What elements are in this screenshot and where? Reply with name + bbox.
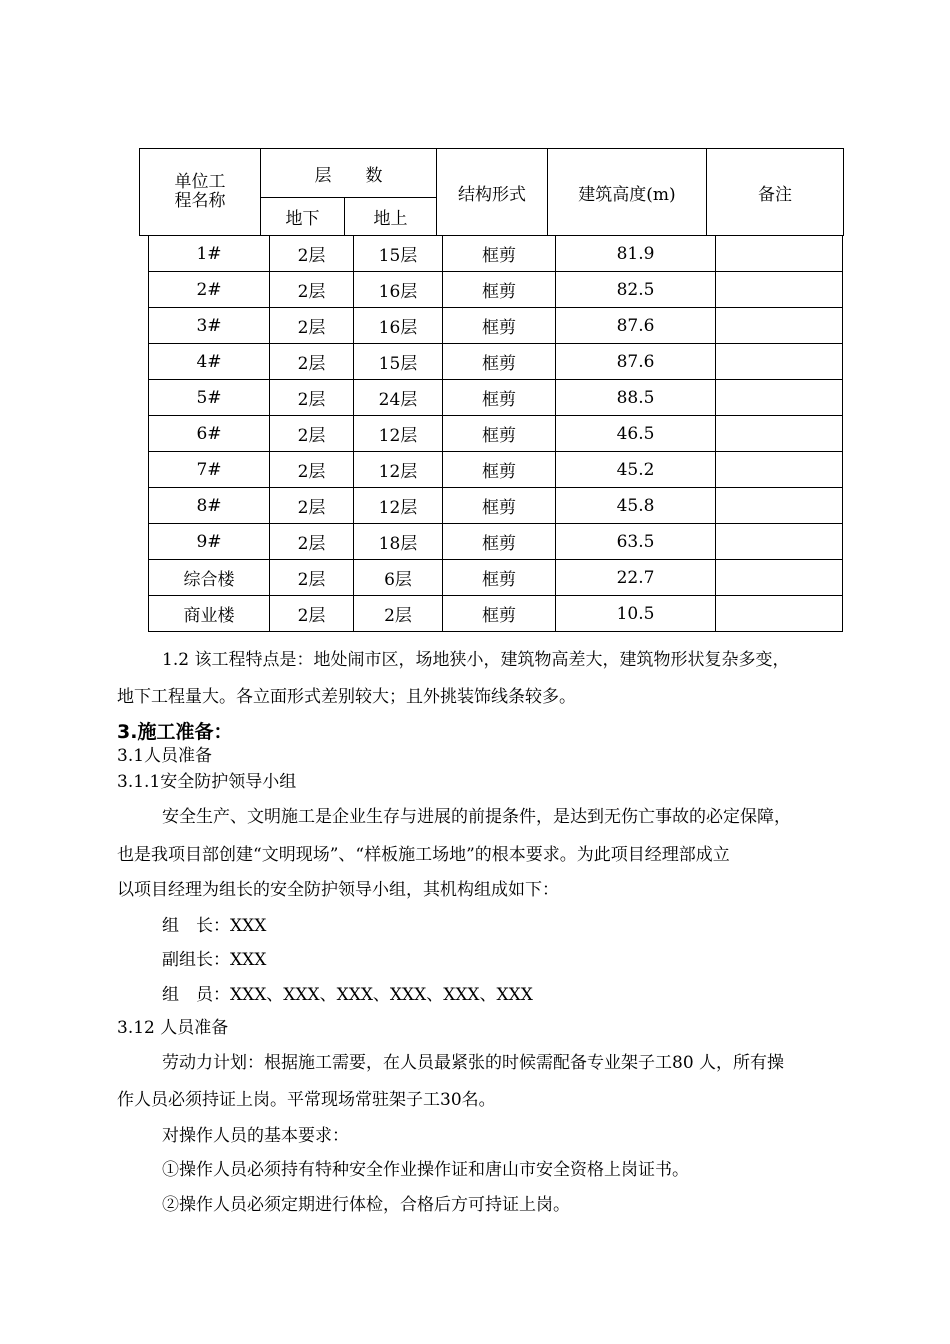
cell-structure: 框剪 — [443, 596, 556, 632]
cell-unit-name: 8# — [149, 488, 270, 524]
cell-aboveground: 12层 — [354, 452, 443, 488]
cell-unit-name: 2# — [149, 272, 270, 308]
requirement-2: ②操作人员必须定期进行体检，合格后方可持证上岗。 — [162, 1195, 570, 1215]
cell-underground: 2层 — [270, 380, 354, 416]
para1-line2: 也是我项目部创建“文明现场”、“样板施工场地”的根本要求。为此项目经理部成立 — [117, 845, 730, 865]
cell-height: 87.6 — [556, 308, 716, 344]
cell-height: 45.2 — [556, 452, 716, 488]
cell-structure: 框剪 — [443, 524, 556, 560]
table-row — [149, 488, 843, 524]
table-row — [149, 236, 843, 272]
cell-unit-name: 1# — [149, 236, 270, 272]
cell-underground: 2层 — [270, 416, 354, 452]
table-row — [149, 308, 843, 344]
requirement-1: ①操作人员必须持有特种安全作业操作证和唐山市安全资格上岗证书。 — [162, 1160, 689, 1180]
header-height: 建筑高度(m) — [548, 149, 707, 236]
cell-structure: 框剪 — [443, 236, 556, 272]
requirements-title: 对操作人员的基本要求： — [162, 1126, 349, 1146]
cell-unit-name: 9# — [149, 524, 270, 560]
cell-unit-name: 3# — [149, 308, 270, 344]
cell-structure: 框剪 — [443, 272, 556, 308]
table-row — [149, 596, 843, 632]
cell-remark — [716, 452, 843, 488]
labor-line2: 作人员必须持证上岗。平常现场常驻架子工30名。 — [117, 1090, 496, 1110]
cell-underground: 2层 — [270, 560, 354, 596]
vice-leader-line: 副组长：XXX — [162, 950, 267, 970]
header-aboveground: 地上 — [345, 198, 437, 236]
cell-unit-name: 5# — [149, 380, 270, 416]
para1-line3: 以项目经理为组长的安全防护领导小组，其机构组成如下： — [117, 880, 559, 900]
cell-remark — [716, 488, 843, 524]
cell-height: 46.5 — [556, 416, 716, 452]
section-3-1-title: 3.1人员准备 — [117, 746, 213, 766]
header-floors: 层 数 — [261, 149, 437, 198]
cell-underground: 2层 — [270, 452, 354, 488]
labor-line1: 劳动力计划：根据施工需要，在人员最紧张的时候需配备专业架子工80 人，所有操 — [162, 1053, 785, 1073]
cell-aboveground: 24层 — [354, 380, 443, 416]
cell-height: 88.5 — [556, 380, 716, 416]
cell-remark — [716, 272, 843, 308]
data-table — [148, 235, 843, 632]
table-row — [149, 452, 843, 488]
cell-structure: 框剪 — [443, 488, 556, 524]
section-1-2-line1: 1.2 该工程特点是：地处闹市区，场地狭小，建筑物高差大，建筑物形状复杂多变， — [162, 650, 790, 670]
cell-remark — [716, 236, 843, 272]
cell-height: 22.7 — [556, 560, 716, 596]
table-body — [149, 236, 843, 632]
cell-height: 82.5 — [556, 272, 716, 308]
cell-remark — [716, 416, 843, 452]
cell-structure: 框剪 — [443, 416, 556, 452]
table-row — [149, 272, 843, 308]
cell-underground: 2层 — [270, 236, 354, 272]
leader-line: 组 长：XXX — [162, 916, 267, 936]
cell-height: 45.8 — [556, 488, 716, 524]
cell-unit-name: 商业楼 — [149, 596, 270, 632]
table-row — [149, 380, 843, 416]
members-line: 组 员：XXX、XXX、XXX、XXX、XXX、XXX — [162, 985, 533, 1005]
table-row — [149, 416, 843, 452]
cell-height: 63.5 — [556, 524, 716, 560]
cell-structure: 框剪 — [443, 344, 556, 380]
cell-underground: 2层 — [270, 524, 354, 560]
cell-aboveground: 15层 — [354, 344, 443, 380]
cell-unit-name: 4# — [149, 344, 270, 380]
header-remarks: 备注 — [707, 149, 844, 236]
cell-underground: 2层 — [270, 344, 354, 380]
cell-remark — [716, 524, 843, 560]
cell-aboveground: 16层 — [354, 308, 443, 344]
cell-remark — [716, 308, 843, 344]
cell-aboveground: 16层 — [354, 272, 443, 308]
cell-unit-name: 综合楼 — [149, 560, 270, 596]
cell-underground: 2层 — [270, 272, 354, 308]
section-3-12-title: 3.12 人员准备 — [117, 1018, 229, 1038]
cell-structure: 框剪 — [443, 308, 556, 344]
cell-unit-name: 6# — [149, 416, 270, 452]
header-unit-name: 单位工程名称 — [140, 149, 261, 236]
cell-height: 81.9 — [556, 236, 716, 272]
cell-aboveground: 12层 — [354, 416, 443, 452]
cell-height: 87.6 — [556, 344, 716, 380]
cell-underground: 2层 — [270, 596, 354, 632]
cell-structure: 框剪 — [443, 380, 556, 416]
cell-structure: 框剪 — [443, 452, 556, 488]
section-3-title: 3.施工准备： — [117, 721, 233, 743]
cell-remark — [716, 380, 843, 416]
cell-height: 10.5 — [556, 596, 716, 632]
cell-structure: 框剪 — [443, 560, 556, 596]
cell-aboveground: 6层 — [354, 560, 443, 596]
cell-aboveground: 18层 — [354, 524, 443, 560]
cell-aboveground: 12层 — [354, 488, 443, 524]
cell-aboveground: 15层 — [354, 236, 443, 272]
cell-underground: 2层 — [270, 308, 354, 344]
cell-remark — [716, 344, 843, 380]
table-header — [139, 148, 844, 236]
section-3-1-1-title: 3.1.1安全防护领导小组 — [117, 772, 297, 792]
table-row — [149, 344, 843, 380]
table-row — [149, 524, 843, 560]
table-row — [149, 560, 843, 596]
para1-line1: 安全生产、文明施工是企业生存与进展的前提条件，是达到无伤亡事故的必定保障， — [162, 807, 791, 827]
cell-remark — [716, 596, 843, 632]
section-1-2-line2: 地下工程量大。各立面形式差别较大；且外挑装饰线条较多。 — [117, 687, 576, 707]
cell-remark — [716, 560, 843, 596]
cell-underground: 2层 — [270, 488, 354, 524]
header-underground: 地下 — [261, 198, 345, 236]
header-structure: 结构形式 — [437, 149, 548, 236]
cell-aboveground: 2层 — [354, 596, 443, 632]
cell-unit-name: 7# — [149, 452, 270, 488]
